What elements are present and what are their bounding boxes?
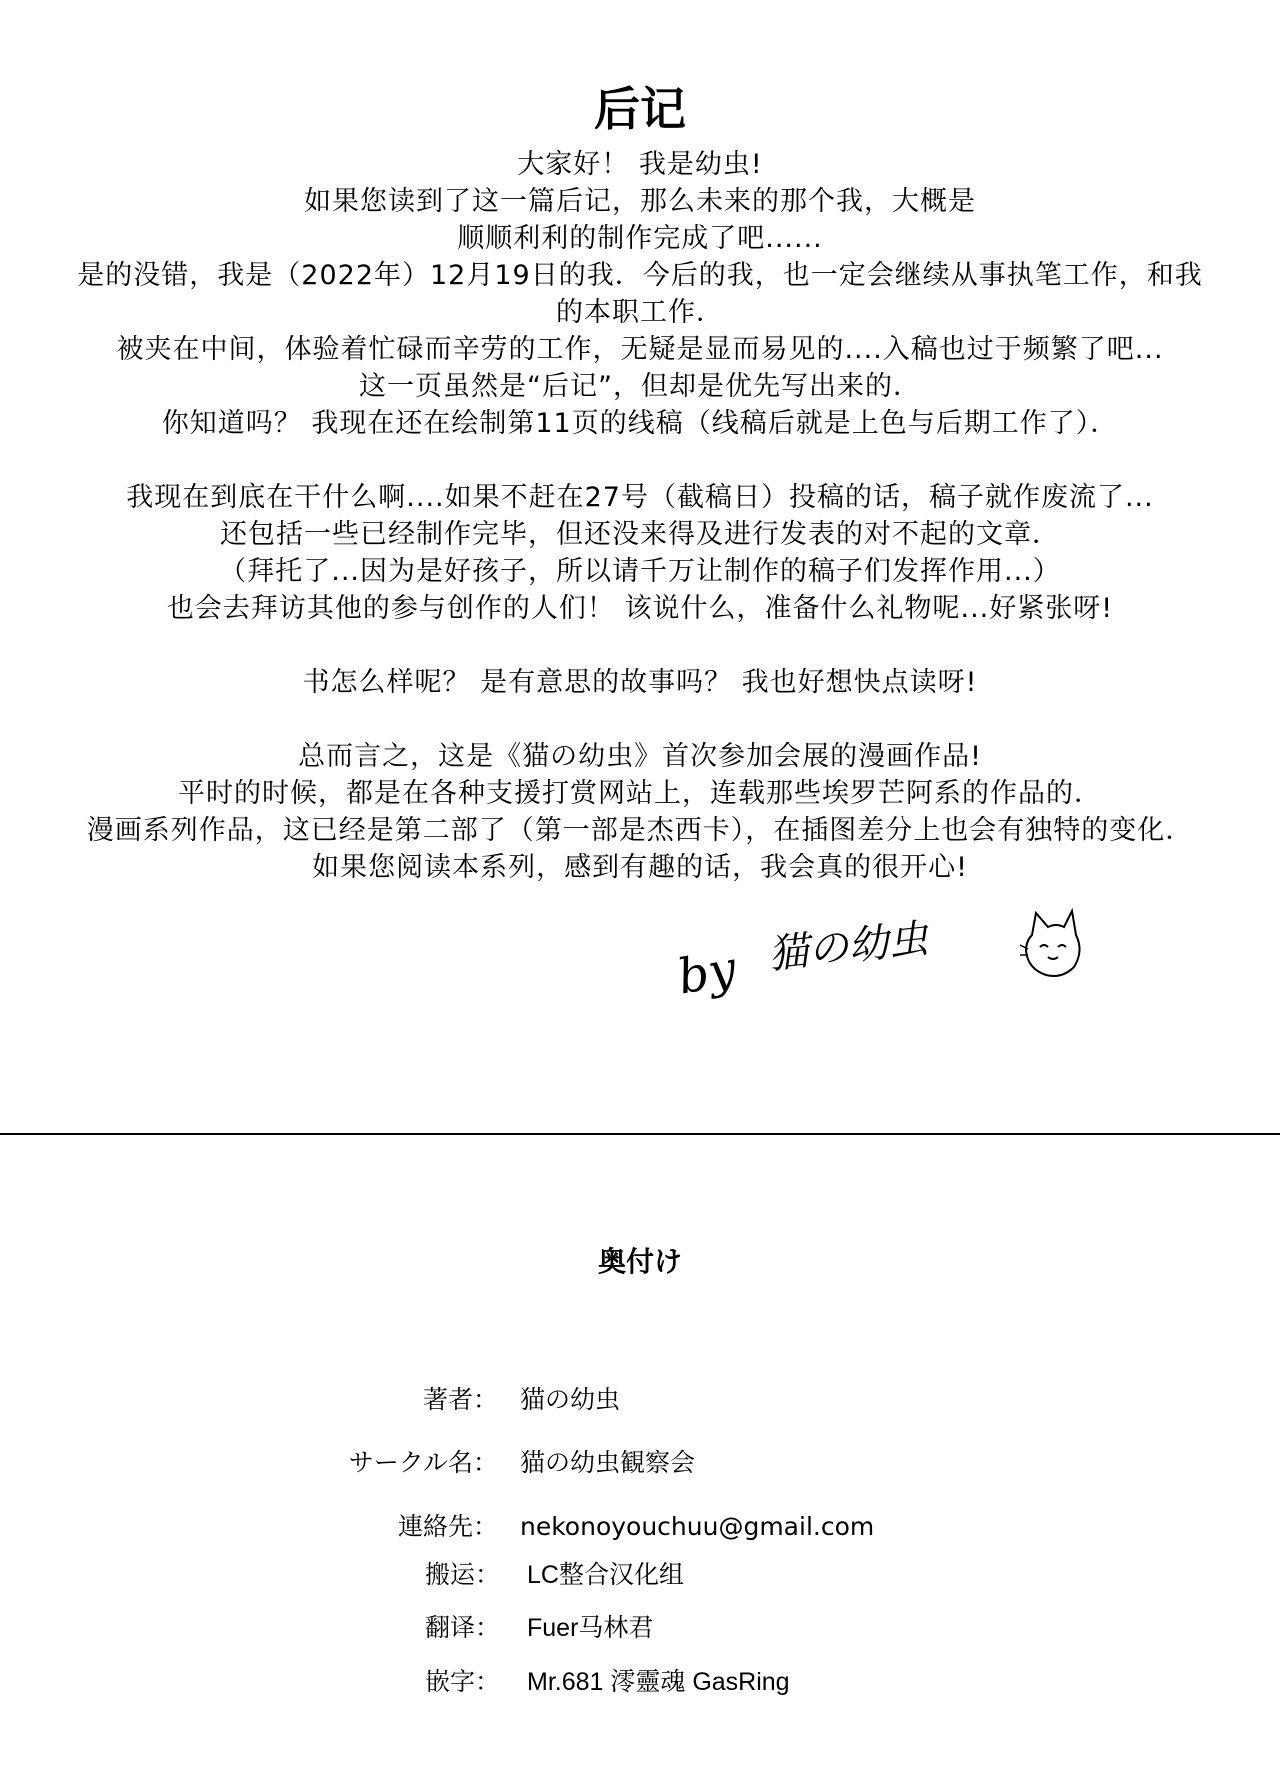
credit-row-typesetting — [0, 1662, 1280, 1702]
afterword-line: 这一页虽然是“后记”，但却是优先写出来的． — [359, 371, 921, 402]
afterword-body — [0, 146, 1280, 886]
afterword-title: 后记 — [594, 82, 686, 136]
paragraph-gap — [0, 442, 1280, 479]
afterword-line: 被夹在中间，体验着忙碌而辛劳的工作，无疑是显而易见的....入稿也过于频繁了吧... — [116, 334, 1164, 365]
afterword-line: 还包括一些已经制作完毕，但还没来得及进行发表的对不起的文章． — [220, 519, 1060, 550]
credit-label: 搬运： — [424, 1560, 500, 1589]
afterword-line: 是的没错，我是（2022年）12月19日的我．今后的我，也一定会继续从事执笔工作，和我 — [77, 260, 1203, 291]
credit-label: 翻译： — [424, 1613, 500, 1642]
afterword-line: 的本职工作． — [556, 297, 724, 328]
afterword-section — [0, 80, 1280, 886]
credit-value: 猫の幼虫 — [520, 1385, 621, 1414]
credit-label: 連絡先： — [397, 1512, 498, 1541]
credit-value: nekonoyouchuu@gmail.com — [520, 1512, 875, 1541]
credit-row-circle — [0, 1443, 1280, 1483]
afterword-line: 总而言之，这是《猫の幼虫》首次参加会展的漫画作品! — [298, 741, 982, 772]
credit-row-contact — [0, 1507, 1280, 1547]
afterword-line: 顺顺利利的制作完成了吧...... — [457, 223, 823, 254]
afterword-line: 平时的时候，都是在各种支援打赏网站上，连载那些埃罗芒阿系的作品的． — [178, 778, 1102, 809]
afterword-line: 漫画系列作品，这已经是第二部了（第一部是杰西卡），在插图差分上也会有独特的变化． — [86, 815, 1194, 846]
credit-label: サークル名： — [348, 1448, 498, 1477]
afterword-line: 书怎么样呢？ 是有意思的故事吗？ 我也好想快点读呀! — [302, 667, 978, 698]
cat-doodle-icon — [1018, 905, 1088, 985]
paragraph-gap — [0, 701, 1280, 738]
credit-row-author — [0, 1380, 1280, 1420]
credit-row-upload — [0, 1555, 1280, 1595]
credit-value: 猫の幼虫観察会 — [520, 1448, 696, 1477]
credit-label: 嵌字： — [424, 1667, 500, 1696]
credit-value: Mr.681 澪靈魂 GasRing — [527, 1668, 790, 1696]
handwritten-signature — [673, 905, 1098, 1035]
paragraph-gap — [0, 627, 1280, 664]
credit-label: 著者： — [422, 1385, 498, 1414]
afterword-line: 你知道吗？ 我现在还在绘制第11页的线稿（线稿后就是上色与后期工作了）． — [161, 408, 1119, 439]
afterword-line: 如果您读到了这一篇后记，那么未来的那个我，大概是 — [304, 186, 976, 217]
credit-row-translation — [0, 1608, 1280, 1648]
signature-name: 猫の幼虫 — [766, 915, 931, 979]
afterword-line: 我现在到底在干什么啊....如果不赶在27号（截稿日）投稿的话，稿子就作废流了... — [126, 482, 1154, 513]
afterword-line: 大家好！ 我是幼虫! — [517, 149, 763, 180]
afterword-line: （拜托了...因为是好孩子，所以请千万让制作的稿子们发挥作用...） — [219, 556, 1061, 587]
afterword-line: 也会去拜访其他的参与创作的人们！ 该说什么，准备什么礼物呢...好紧张呀! — [166, 593, 1114, 624]
credit-value: LC整合汉化组 — [527, 1561, 684, 1589]
colophon-title: 奥付け — [597, 1245, 682, 1278]
credit-value: Fuer马林君 — [527, 1614, 654, 1642]
section-divider — [0, 1133, 1280, 1135]
signature-by: by — [673, 940, 741, 1006]
afterword-line: 如果您阅读本系列，感到有趣的话，我会真的很开心! — [312, 852, 968, 883]
